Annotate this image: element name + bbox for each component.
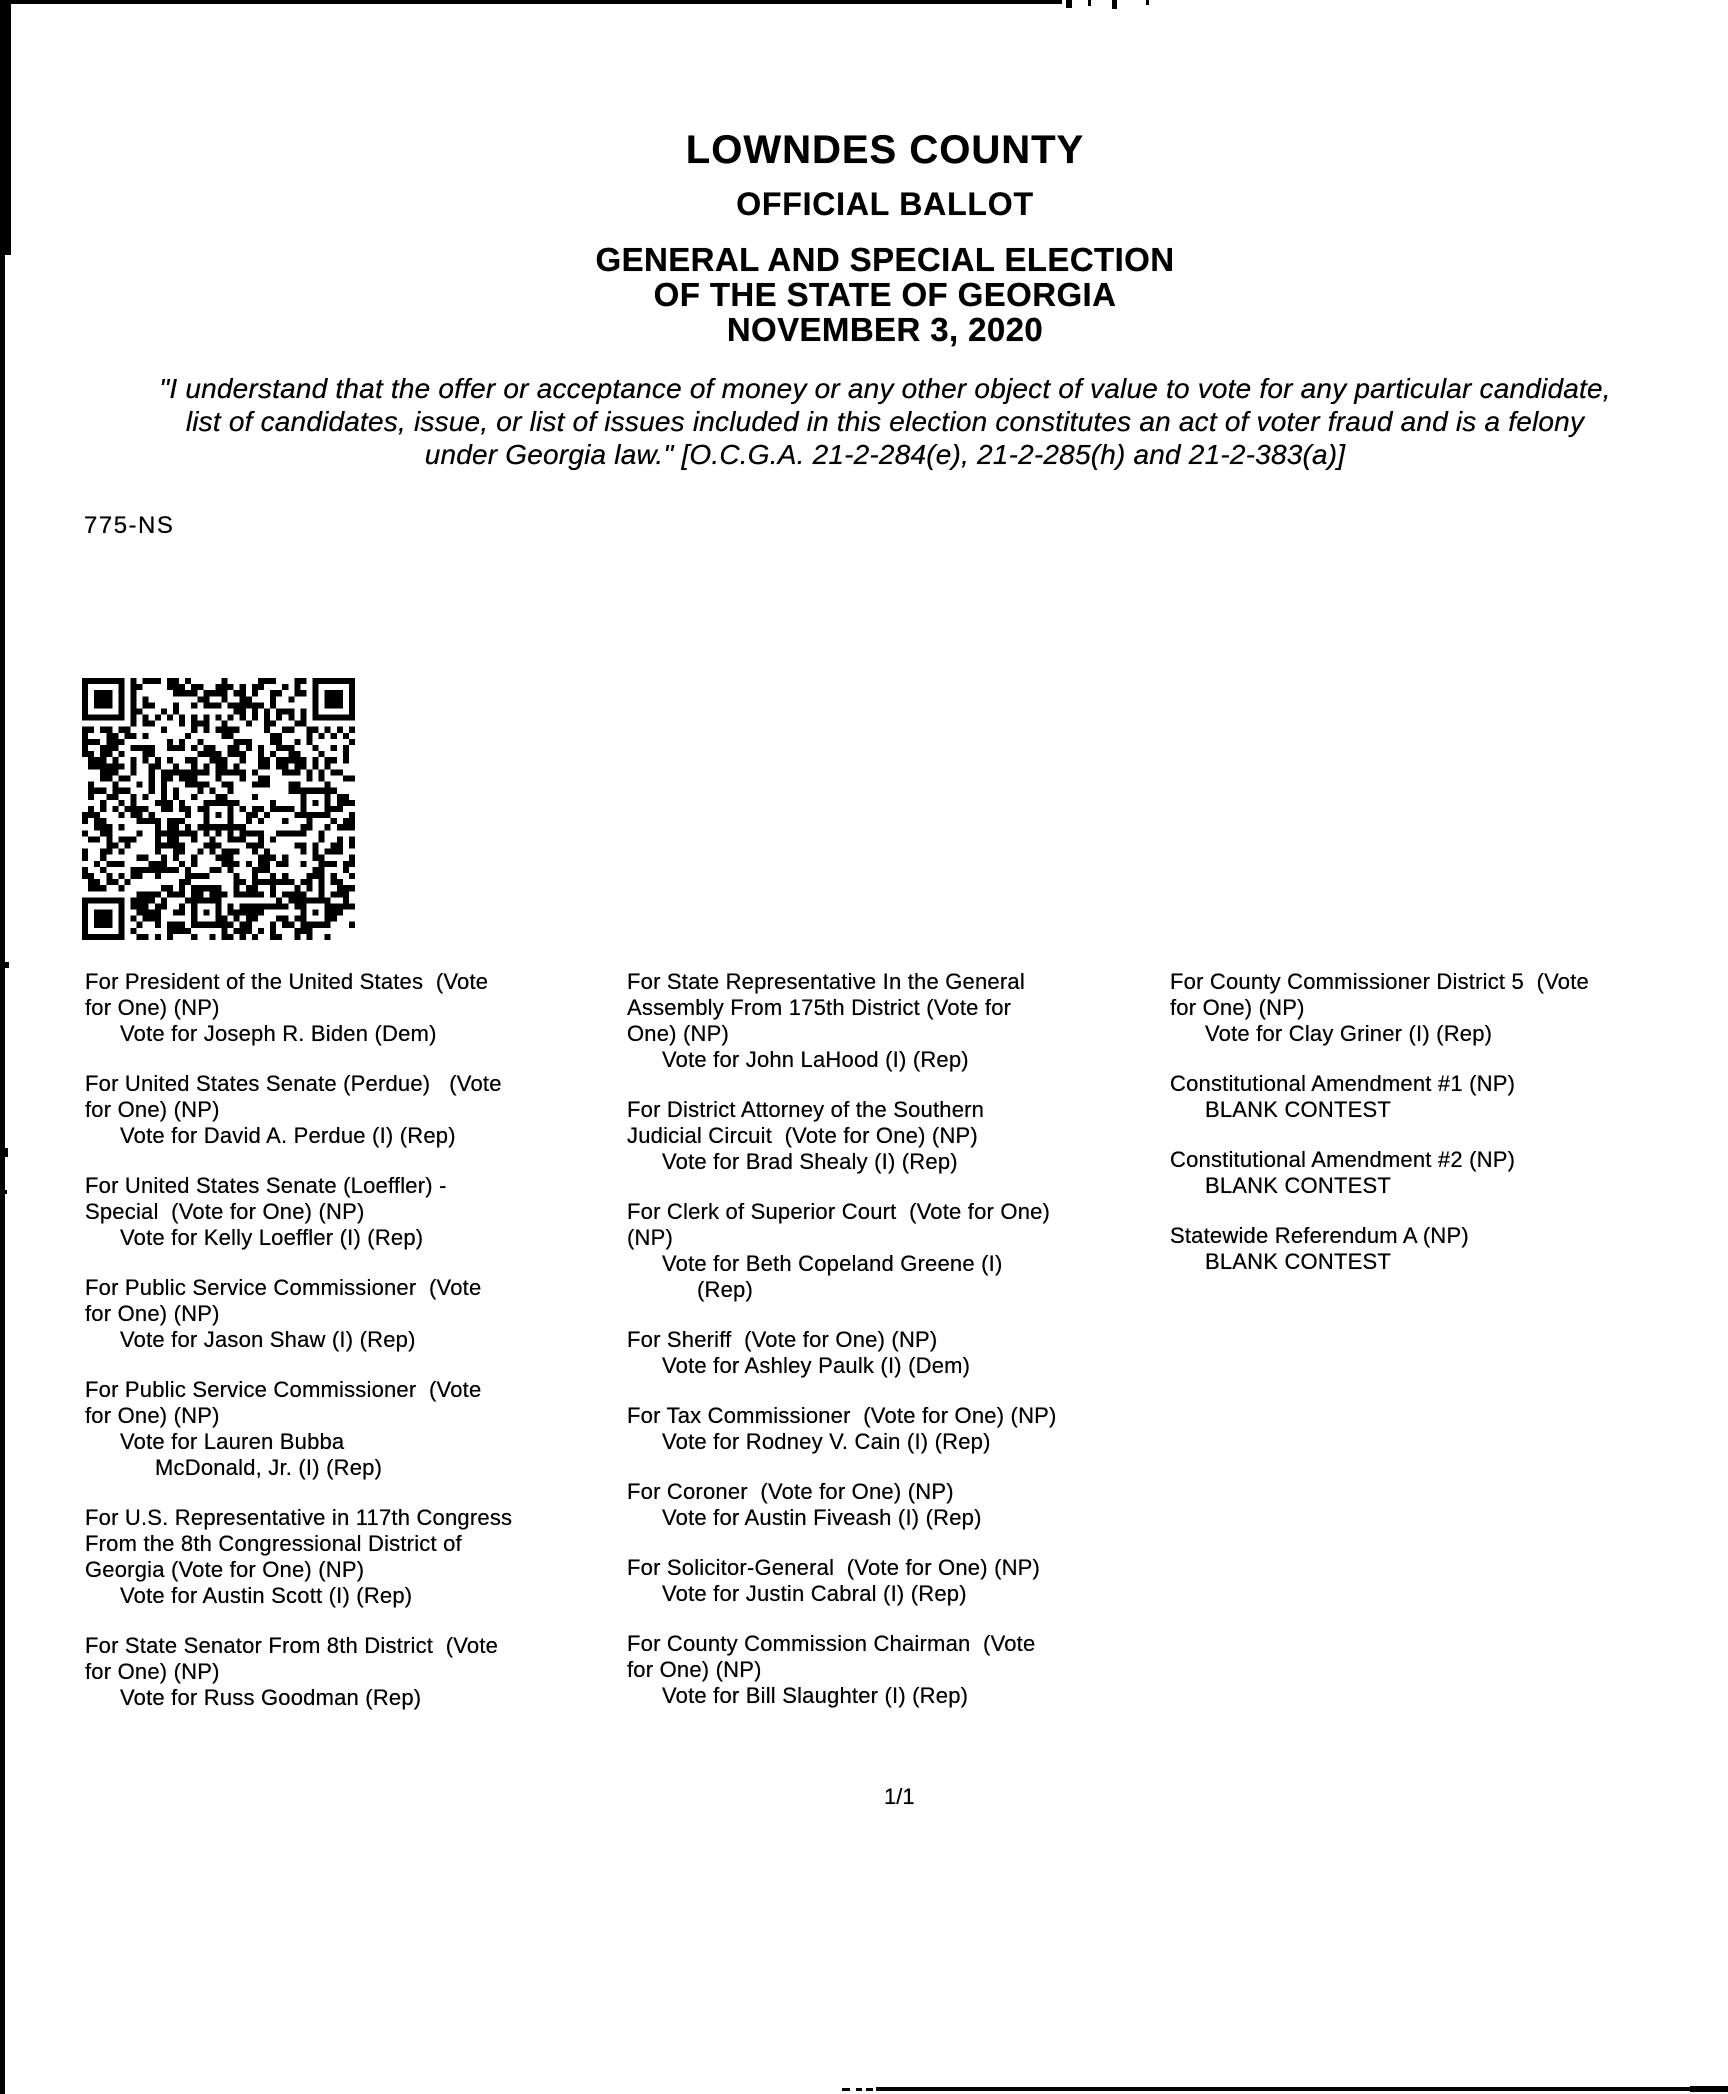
election-title-line: NOVEMBER 3, 2020: [726, 311, 1044, 348]
contest-title-line: for One) (NP): [85, 1403, 220, 1428]
contest-vote-line: Vote for Justin Cabral (I) (Rep): [662, 1581, 967, 1606]
contest-vote-line: BLANK CONTEST: [1205, 1249, 1391, 1274]
scan-edge-bottom: [876, 2087, 1728, 2091]
precinct-code: 775-NS: [84, 512, 175, 539]
contest-vote-line: Vote for Austin Fiveash (I) (Rep): [662, 1505, 982, 1530]
contest-title-line: One) (NP): [627, 1021, 730, 1046]
contest-vote-line: Vote for Austin Scott (I) (Rep): [120, 1583, 413, 1608]
contest-title-line: For Sheriff (Vote for One) (NP): [627, 1327, 938, 1352]
contest-title-line: Statewide Referendum A (NP): [1170, 1223, 1469, 1248]
ballot-column-3: [1170, 969, 1720, 1299]
county-title: LOWNDES COUNTY: [685, 128, 1085, 172]
page-number: 1/1: [884, 1784, 915, 1809]
scan-dash: [856, 2088, 862, 2091]
contest-title-line: Special (Vote for One) (NP): [85, 1199, 365, 1224]
contest: [1170, 1147, 1720, 1199]
contest-title-line: For United States Senate (Perdue) (Vote: [85, 1071, 502, 1096]
fraud-disclaimer-line: list of candidates, issue, or list of issues included in this election constitutes an act of voter fraud and is a felony: [185, 406, 1585, 437]
election-title-line: OF THE STATE OF GEORGIA: [653, 276, 1117, 313]
contest-vote-line: Vote for Kelly Loeffler (I) (Rep): [120, 1225, 424, 1250]
contest-vote-line: Vote for Beth Copeland Greene (I): [662, 1251, 1003, 1276]
contest-title-line: For District Attorney of the Southern: [627, 1097, 985, 1122]
contest-title-line: For County Commission Chairman (Vote: [627, 1631, 1036, 1656]
contest: [627, 969, 1172, 1073]
contest-title-line: For Public Service Commissioner (Vote: [85, 1377, 482, 1402]
contest: [1170, 1071, 1720, 1123]
qr-code: [82, 678, 355, 940]
contest: [85, 1505, 625, 1609]
scan-tick: [1112, 0, 1117, 9]
ballot-type-title: OFFICIAL BALLOT: [736, 186, 1034, 222]
contest: [85, 1377, 625, 1481]
contest-vote-line: BLANK CONTEST: [1205, 1097, 1391, 1122]
contest-vote-line: McDonald, Jr. (I) (Rep): [155, 1455, 383, 1480]
contest-title-line: For Clerk of Superior Court (Vote for One): [627, 1199, 1051, 1224]
fraud-disclaimer-line: under Georgia law." [O.C.G.A. 21-2-284(e), 21-2-285(h) and 21-2-383(a)]: [424, 439, 1346, 470]
contest-vote-line: Vote for John LaHood (I) (Rep): [662, 1047, 969, 1072]
contest-title-line: For Public Service Commissioner (Vote: [85, 1275, 482, 1300]
contest-vote-line: (Rep): [697, 1277, 754, 1302]
fraud-disclaimer-line: "I understand that the offer or acceptance of money or any other object of value to vote for any particular candidate,: [159, 373, 1611, 404]
ballot-column-2: [627, 969, 1172, 1733]
scan-tick: [0, 1148, 8, 1157]
contest-vote-line: Vote for Russ Goodman (Rep): [120, 1685, 422, 1710]
contest-title-line: For State Senator From 8th District (Vote: [85, 1633, 499, 1658]
scan-tick: [0, 1190, 7, 1194]
contest-vote-line: BLANK CONTEST: [1205, 1173, 1391, 1198]
contest-title-line: Constitutional Amendment #2 (NP): [1170, 1147, 1516, 1172]
contest-title-line: for One) (NP): [85, 995, 220, 1020]
election-title-line: GENERAL AND SPECIAL ELECTION: [595, 241, 1175, 278]
contest-title-line: For Coroner (Vote for One) (NP): [627, 1479, 954, 1504]
scan-dash: [866, 2088, 873, 2091]
scan-tick: [1088, 0, 1091, 6]
contest-title-line: Georgia (Vote for One) (NP): [85, 1557, 365, 1582]
scan-edge-left-thick: [0, 0, 11, 255]
scan-tick: [1066, 0, 1072, 8]
contest-vote-line: Vote for Brad Shealy (I) (Rep): [662, 1149, 958, 1174]
contest-title-line: Constitutional Amendment #1 (NP): [1170, 1071, 1516, 1096]
contest-title-line: For County Commissioner District 5 (Vote: [1170, 969, 1589, 994]
contest-title-line: Assembly From 175th District (Vote for: [627, 995, 1012, 1020]
contest-title-line: for One) (NP): [627, 1657, 762, 1682]
contest-vote-line: Vote for David A. Perdue (I) (Rep): [120, 1123, 456, 1148]
scan-tick: [0, 962, 9, 968]
contest-vote-line: Vote for Jason Shaw (I) (Rep): [120, 1327, 416, 1352]
contest-title-line: From the 8th Congressional District of: [85, 1531, 462, 1556]
contest-vote-line: Vote for Bill Slaughter (I) (Rep): [662, 1683, 969, 1708]
contest-vote-line: Vote for Lauren Bubba: [120, 1429, 345, 1454]
contest: [627, 1097, 1172, 1175]
contest: [627, 1199, 1172, 1303]
contest-title-line: For President of the United States (Vote: [85, 969, 489, 994]
scan-dash: [1690, 2086, 1728, 2092]
contest: [85, 969, 625, 1047]
contest: [85, 1071, 625, 1149]
contest-vote-line: Vote for Joseph R. Biden (Dem): [120, 1021, 437, 1046]
contest: [1170, 969, 1720, 1047]
fraud-disclaimer: [42, 372, 1728, 471]
contest: [85, 1173, 625, 1251]
contest-title-line: Judicial Circuit (Vote for One) (NP): [627, 1123, 978, 1148]
contest-title-line: For Solicitor-General (Vote for One) (NP): [627, 1555, 1041, 1580]
contest: [627, 1327, 1172, 1379]
contest-title-line: For State Representative In the General: [627, 969, 1025, 994]
scan-edge-top: [0, 0, 1062, 4]
contest-title-line: (NP): [627, 1225, 674, 1250]
contest: [85, 1275, 625, 1353]
contest: [627, 1403, 1172, 1455]
contest: [85, 1633, 625, 1711]
contest-title-line: for One) (NP): [85, 1659, 220, 1684]
contest-title-line: For United States Senate (Loeffler) -: [85, 1173, 447, 1198]
scan-edge-left: [0, 0, 5, 2094]
contest-title-line: for One) (NP): [1170, 995, 1305, 1020]
ballot-column-1: [85, 969, 625, 1735]
contest-title-line: For U.S. Representative in 117th Congress: [85, 1505, 513, 1530]
election-title: [42, 242, 1728, 347]
contest-vote-line: Vote for Ashley Paulk (I) (Dem): [662, 1353, 971, 1378]
contest-title-line: for One) (NP): [85, 1097, 220, 1122]
scan-tick: [1146, 0, 1149, 5]
contest-title-line: for One) (NP): [85, 1301, 220, 1326]
contest-vote-line: Vote for Rodney V. Cain (I) (Rep): [662, 1429, 991, 1454]
scan-dash: [842, 2088, 850, 2091]
contest: [627, 1555, 1172, 1607]
contest-vote-line: Vote for Clay Griner (I) (Rep): [1205, 1021, 1493, 1046]
contest: [627, 1631, 1172, 1709]
contest: [1170, 1223, 1720, 1275]
contest: [627, 1479, 1172, 1531]
contest-title-line: For Tax Commissioner (Vote for One) (NP): [627, 1403, 1057, 1428]
